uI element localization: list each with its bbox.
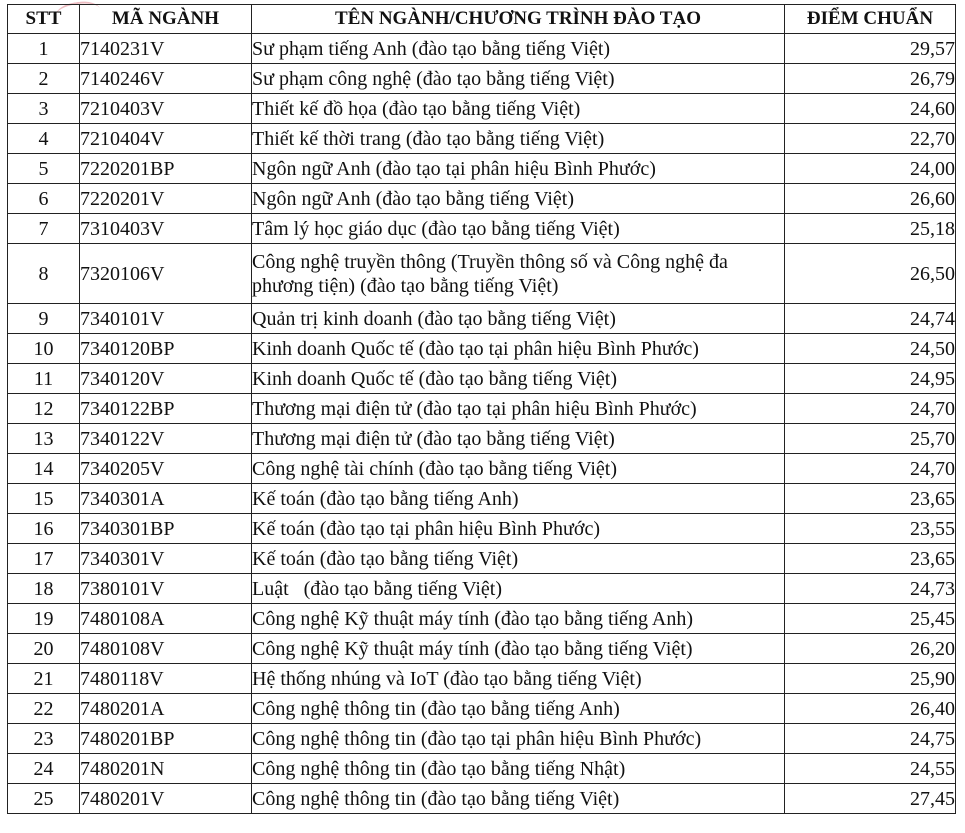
cell-code: 7320106V bbox=[80, 244, 252, 304]
header-code: MÃ NGÀNH bbox=[80, 5, 252, 34]
cell-name: Kế toán (đào tạo bằng tiếng Việt) bbox=[252, 544, 785, 574]
cell-stt: 6 bbox=[8, 184, 80, 214]
cell-score: 26,50 bbox=[785, 244, 956, 304]
table-row bbox=[8, 304, 956, 334]
cell-code: 7480118V bbox=[80, 664, 252, 694]
cell-name: Công nghệ thông tin (đào tạo bằng tiếng Anh) bbox=[252, 694, 785, 724]
cell-code: 7140231V bbox=[80, 34, 252, 64]
cell-code: 7210404V bbox=[80, 124, 252, 154]
cell-name: Thiết kế thời trang (đào tạo bằng tiếng Việt) bbox=[252, 124, 785, 154]
cell-score: 23,65 bbox=[785, 544, 956, 574]
cell-score: 24,73 bbox=[785, 574, 956, 604]
cell-name: Sư phạm tiếng Anh (đào tạo bằng tiếng Việt) bbox=[252, 34, 785, 64]
cell-score: 25,70 bbox=[785, 424, 956, 454]
cell-name: Công nghệ tài chính (đào tạo bằng tiếng Việt) bbox=[252, 454, 785, 484]
cell-score: 24,55 bbox=[785, 754, 956, 784]
cell-score: 24,70 bbox=[785, 454, 956, 484]
table-row bbox=[8, 244, 956, 304]
table-row bbox=[8, 184, 956, 214]
cell-code: 7340122V bbox=[80, 424, 252, 454]
cell-score: 24,70 bbox=[785, 394, 956, 424]
cell-code: 7380101V bbox=[80, 574, 252, 604]
cell-stt: 12 bbox=[8, 394, 80, 424]
cell-stt: 20 bbox=[8, 634, 80, 664]
cell-stt: 15 bbox=[8, 484, 80, 514]
cell-name: Thương mại điện tử (đào tạo bằng tiếng Việt) bbox=[252, 424, 785, 454]
cell-stt: 7 bbox=[8, 214, 80, 244]
table-row bbox=[8, 604, 956, 634]
cell-code: 7140246V bbox=[80, 64, 252, 94]
cell-stt: 16 bbox=[8, 514, 80, 544]
table-row bbox=[8, 394, 956, 424]
table-row bbox=[8, 364, 956, 394]
cell-name: Hệ thống nhúng và IoT (đào tạo bằng tiếng Việt) bbox=[252, 664, 785, 694]
cell-code: 7480108V bbox=[80, 634, 252, 664]
cell-code: 7340205V bbox=[80, 454, 252, 484]
cell-code: 7340122BP bbox=[80, 394, 252, 424]
cell-code: 7340301BP bbox=[80, 514, 252, 544]
cell-score: 24,60 bbox=[785, 94, 956, 124]
cell-stt: 8 bbox=[8, 244, 80, 304]
table-row bbox=[8, 484, 956, 514]
cell-name: Công nghệ thông tin (đào tạo tại phân hiệu Bình Phước) bbox=[252, 724, 785, 754]
cell-stt: 11 bbox=[8, 364, 80, 394]
cell-code: 7480201A bbox=[80, 694, 252, 724]
cell-score: 24,50 bbox=[785, 334, 956, 364]
table-row bbox=[8, 34, 956, 64]
cell-score: 24,75 bbox=[785, 724, 956, 754]
cell-score: 27,45 bbox=[785, 784, 956, 814]
table-row bbox=[8, 424, 956, 454]
cell-score: 29,57 bbox=[785, 34, 956, 64]
cell-name: Công nghệ Kỹ thuật máy tính (đào tạo bằng tiếng Anh) bbox=[252, 604, 785, 634]
cell-code: 7480201N bbox=[80, 754, 252, 784]
cell-stt: 25 bbox=[8, 784, 80, 814]
cell-stt: 1 bbox=[8, 34, 80, 64]
cell-code: 7340120BP bbox=[80, 334, 252, 364]
cell-name: Tâm lý học giáo dục (đào tạo bằng tiếng Việt) bbox=[252, 214, 785, 244]
cell-stt: 23 bbox=[8, 724, 80, 754]
cell-name: Công nghệ Kỹ thuật máy tính (đào tạo bằng tiếng Việt) bbox=[252, 634, 785, 664]
cell-stt: 13 bbox=[8, 424, 80, 454]
cell-name: Quản trị kinh doanh (đào tạo bằng tiếng Việt) bbox=[252, 304, 785, 334]
cell-stt: 2 bbox=[8, 64, 80, 94]
cell-score: 26,60 bbox=[785, 184, 956, 214]
cell-name: Ngôn ngữ Anh (đào tạo tại phân hiệu Bình Phước) bbox=[252, 154, 785, 184]
cell-name: Thiết kế đồ họa (đào tạo bằng tiếng Việt) bbox=[252, 94, 785, 124]
cell-score: 26,79 bbox=[785, 64, 956, 94]
cell-name: Công nghệ thông tin (đào tạo bằng tiếng Nhật) bbox=[252, 754, 785, 784]
cell-score: 23,55 bbox=[785, 514, 956, 544]
cell-stt: 3 bbox=[8, 94, 80, 124]
table-row bbox=[8, 544, 956, 574]
table-row bbox=[8, 154, 956, 184]
admission-score-table bbox=[7, 4, 956, 814]
cell-code: 7340301A bbox=[80, 484, 252, 514]
cell-score: 25,18 bbox=[785, 214, 956, 244]
cell-name: Ngôn ngữ Anh (đào tạo bằng tiếng Việt) bbox=[252, 184, 785, 214]
cell-stt: 21 bbox=[8, 664, 80, 694]
cell-score: 24,00 bbox=[785, 154, 956, 184]
cell-stt: 19 bbox=[8, 604, 80, 634]
cell-score: 26,40 bbox=[785, 694, 956, 724]
table-row bbox=[8, 724, 956, 754]
cell-name: Luật (đào tạo bằng tiếng Việt) bbox=[252, 574, 785, 604]
cell-code: 7340101V bbox=[80, 304, 252, 334]
table-row bbox=[8, 784, 956, 814]
cell-name: Thương mại điện tử (đào tạo tại phân hiệu Bình Phước) bbox=[252, 394, 785, 424]
cell-stt: 17 bbox=[8, 544, 80, 574]
table-row bbox=[8, 634, 956, 664]
cell-stt: 18 bbox=[8, 574, 80, 604]
cell-code: 7220201V bbox=[80, 184, 252, 214]
cell-code: 7340120V bbox=[80, 364, 252, 394]
cell-stt: 9 bbox=[8, 304, 80, 334]
cell-stt: 4 bbox=[8, 124, 80, 154]
cell-score: 24,74 bbox=[785, 304, 956, 334]
cell-name: Kinh doanh Quốc tế (đào tạo tại phân hiệu Bình Phước) bbox=[252, 334, 785, 364]
cell-stt: 5 bbox=[8, 154, 80, 184]
table-row bbox=[8, 214, 956, 244]
cell-code: 7340301V bbox=[80, 544, 252, 574]
cell-score: 24,95 bbox=[785, 364, 956, 394]
header-name: TÊN NGÀNH/CHƯƠNG TRÌNH ĐÀO TẠO bbox=[252, 5, 785, 34]
table-row bbox=[8, 574, 956, 604]
table-row bbox=[8, 694, 956, 724]
cell-stt: 22 bbox=[8, 694, 80, 724]
table-row bbox=[8, 124, 956, 154]
table-row bbox=[8, 454, 956, 484]
cell-code: 7480201V bbox=[80, 784, 252, 814]
header-stt: STT bbox=[8, 5, 80, 34]
cell-score: 25,90 bbox=[785, 664, 956, 694]
cell-name: Công nghệ thông tin (đào tạo bằng tiếng Việt) bbox=[252, 784, 785, 814]
cell-code: 7220201BP bbox=[80, 154, 252, 184]
table-row bbox=[8, 514, 956, 544]
cell-name: Sư phạm công nghệ (đào tạo bằng tiếng Việt) bbox=[252, 64, 785, 94]
cell-name: Kế toán (đào tạo bằng tiếng Anh) bbox=[252, 484, 785, 514]
cell-code: 7480201BP bbox=[80, 724, 252, 754]
table-row bbox=[8, 754, 956, 784]
cell-score: 23,65 bbox=[785, 484, 956, 514]
header-row bbox=[8, 5, 956, 34]
table-row bbox=[8, 64, 956, 94]
cell-score: 26,20 bbox=[785, 634, 956, 664]
cell-name: Kế toán (đào tạo tại phân hiệu Bình Phước) bbox=[252, 514, 785, 544]
cell-name: Kinh doanh Quốc tế (đào tạo bằng tiếng Việt) bbox=[252, 364, 785, 394]
cell-stt: 14 bbox=[8, 454, 80, 484]
table-row bbox=[8, 664, 956, 694]
cell-score: 25,45 bbox=[785, 604, 956, 634]
cell-score: 22,70 bbox=[785, 124, 956, 154]
cell-stt: 10 bbox=[8, 334, 80, 364]
cell-code: 7210403V bbox=[80, 94, 252, 124]
cell-name: Công nghệ truyền thông (Truyền thông số và Công nghệ đa phương tiện) (đào tạo bằng tiếng Việt) bbox=[252, 244, 785, 304]
table-row bbox=[8, 334, 956, 364]
header-score: ĐIỂM CHUẨN bbox=[785, 5, 956, 34]
cell-stt: 24 bbox=[8, 754, 80, 784]
table-row bbox=[8, 94, 956, 124]
cell-code: 7480108A bbox=[80, 604, 252, 634]
cell-code: 7310403V bbox=[80, 214, 252, 244]
